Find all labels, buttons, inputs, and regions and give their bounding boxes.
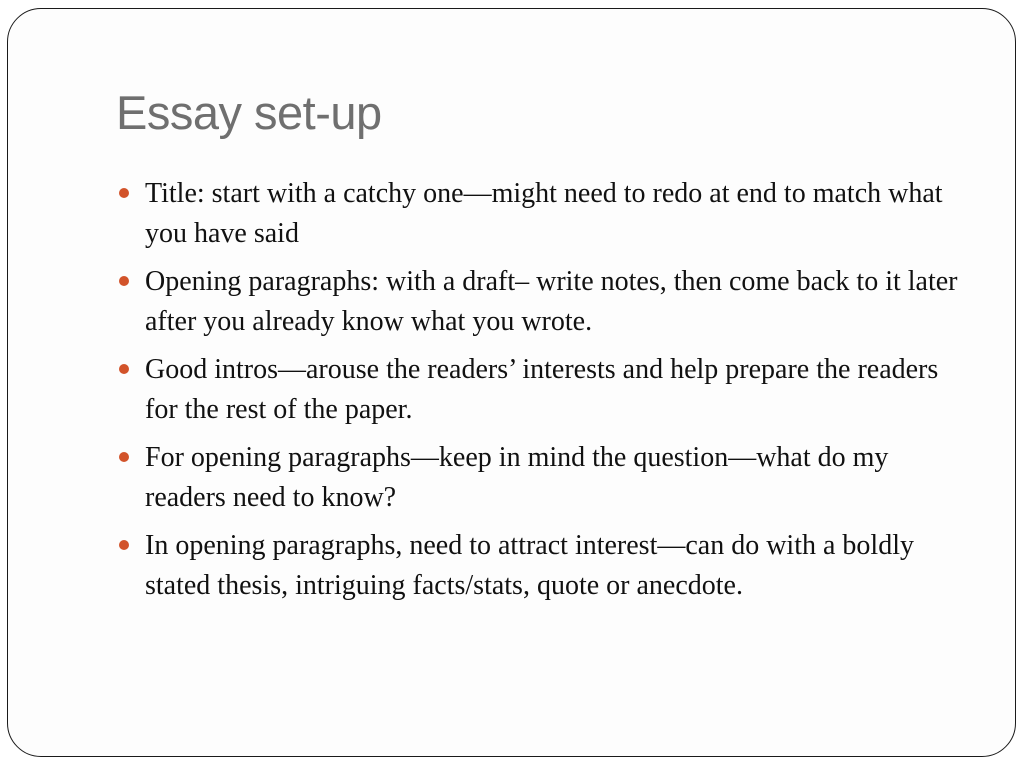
bullet-text: Title: start with a catchy one—might need to redo at end to match what you have said	[145, 178, 943, 249]
bullet-item	[116, 262, 976, 342]
bullet-list	[116, 174, 976, 614]
bullet-text: Opening paragraphs: with a draft– write notes, then come back to it later after you already know what you wrote.	[145, 266, 958, 337]
slide-title: Essay set-up	[116, 86, 382, 139]
bullet-dot-icon	[119, 276, 129, 286]
slide-frame	[7, 8, 1016, 757]
bullet-item	[116, 526, 976, 606]
bullet-item	[116, 350, 976, 430]
bullet-dot-icon	[119, 188, 129, 198]
bullet-item	[116, 438, 976, 518]
bullet-text: Good intros—arouse the readers’ interests and help prepare the readers for the rest of the paper.	[145, 354, 939, 425]
bullet-text: In opening paragraphs, need to attract interest—can do with a boldly stated thesis, intriguing facts/stats, quote or anecdote.	[145, 530, 914, 601]
bullet-dot-icon	[119, 540, 129, 550]
bullet-dot-icon	[119, 452, 129, 462]
bullet-dot-icon	[119, 364, 129, 374]
bullet-text: For opening paragraphs—keep in mind the question—what do my readers need to know?	[145, 442, 889, 513]
bullet-item	[116, 174, 976, 254]
